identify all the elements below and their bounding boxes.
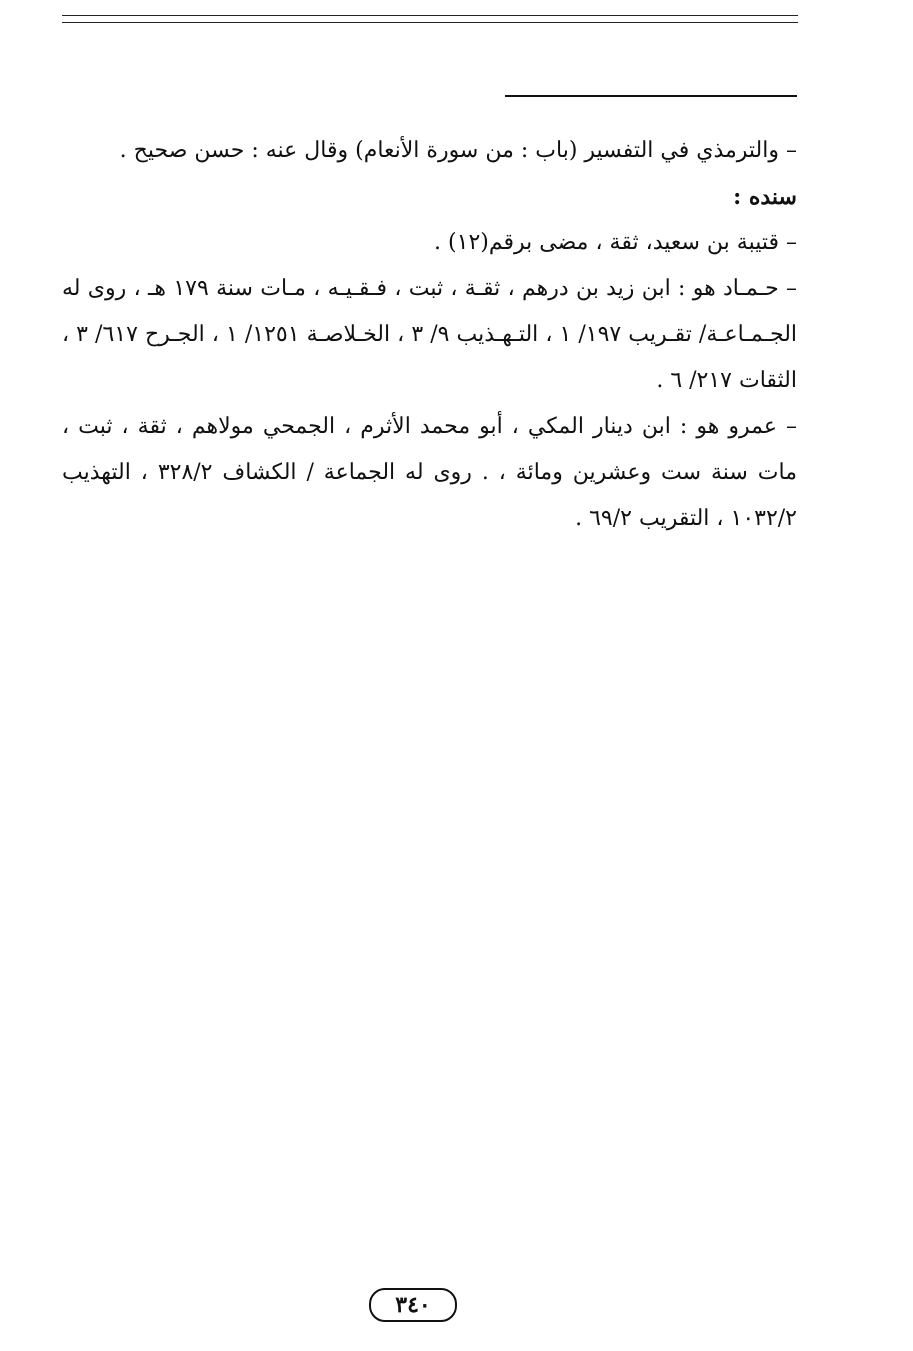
footnote-body <box>62 128 797 542</box>
header-rule-bottom <box>62 22 798 23</box>
amr-text: – عمرو هو : ابن دينار المكي ، أبو محمد الأثرم ، الجمحي مولاهم ، ثقة ، ثبت ، مات سنة ست وعشرين ومائة ، . روى له الجماعة / الكشاف ٣٢٨/٢ ، التهذيب ١٠٣٢/٢ ، التقريب ٦٩/٢ . <box>62 414 797 531</box>
hammad-text: – حـمـاد هو : ابن زيد بن درهم ، ثقـة ، ثبت ، فـقـيـه ، مـات سنة ١٧٩ هـ ، روى له الجـمـاعـة/ تقـريب ١٩٧/ ١ ، التـهـذيب ٩/ ٣ ، الخـلاصـة ١٢٥١/ ١ ، الجـرح ٦١٧/ ٣ ، الثقات ٢١٧/ ٦ . <box>62 276 798 393</box>
header-rule-top <box>62 15 798 16</box>
page-number <box>369 1288 457 1322</box>
amr-entry <box>62 404 797 542</box>
footnote-separator <box>505 95 797 97</box>
hammad-entry <box>62 266 797 404</box>
page-number-text: ٣٤٠ <box>395 1292 431 1318</box>
sanad-heading: سنده : <box>733 184 797 210</box>
tirmidhi-line: – والترمذي في التفسير (باب : من سورة الأنعام) وقال عنه : حسن صحيح . <box>119 138 797 163</box>
qutayba-line: – قتيبة بن سعيد، ثقة ، مضى برقم(١٢) . <box>434 230 797 255</box>
